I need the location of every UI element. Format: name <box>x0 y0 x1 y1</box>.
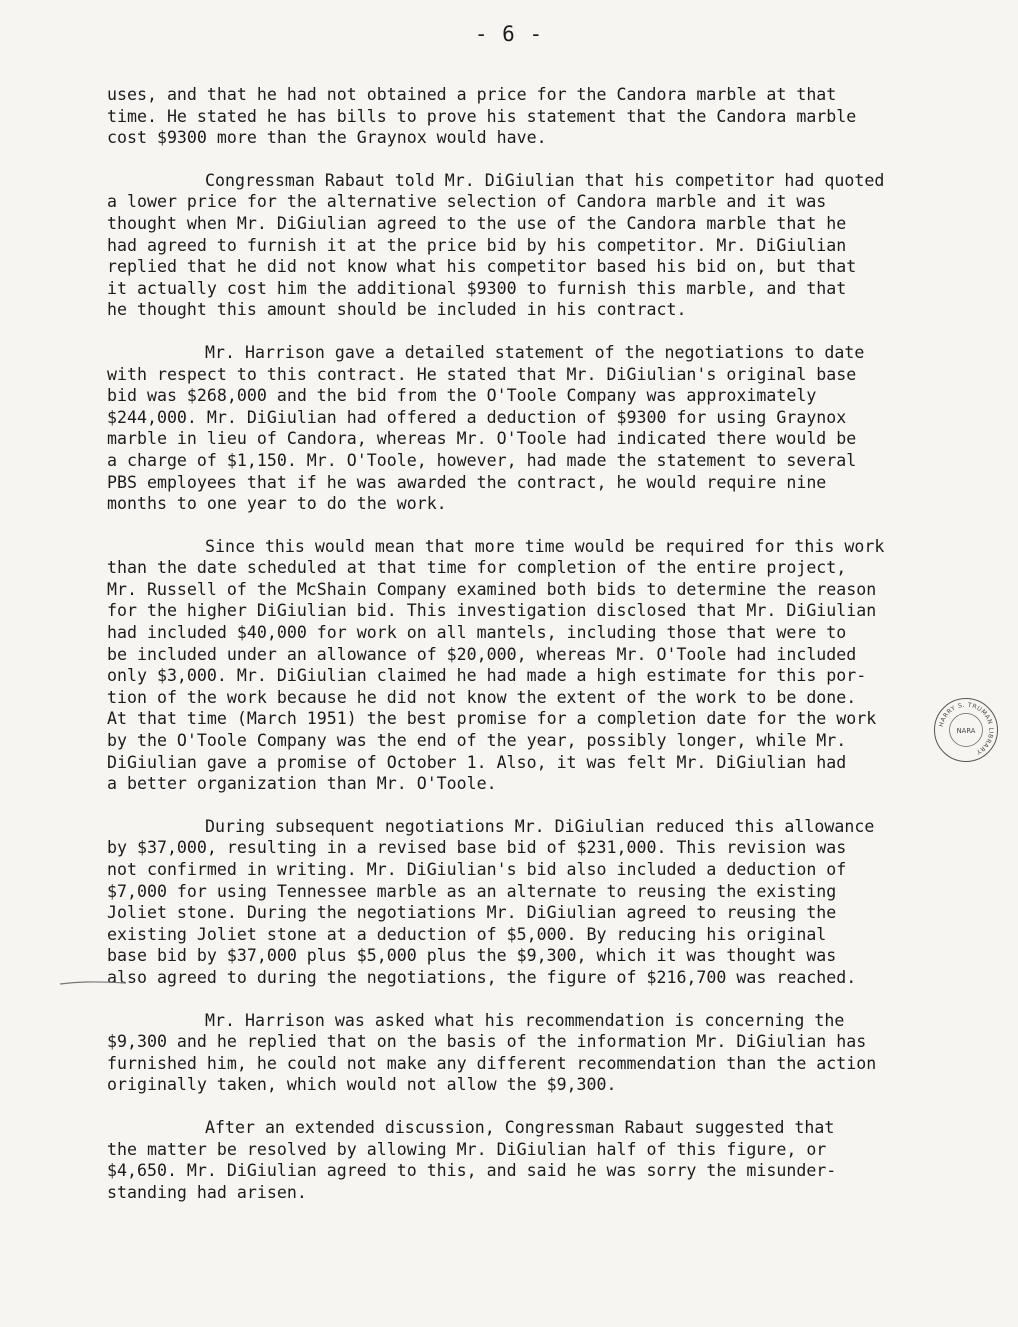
text-line: During subsequent negotiations Mr. DiGiulian reduced this allowance <box>205 816 875 836</box>
text-line: After an extended discussion, Congressman Rabaut suggested that <box>205 1117 835 1137</box>
text-line: it actually cost him the additional $9300 to furnish this marble, and that <box>107 278 847 298</box>
text-line: also agreed to during the negotiations, the figure of $216,700 was reached. <box>107 967 857 987</box>
text-line: than the date scheduled at that time for completion of the entire project, <box>107 558 847 578</box>
stamp-center-text: NARA <box>956 726 976 735</box>
text-line: time. He stated he has bills to prove his statement that the Candora marble <box>107 106 857 126</box>
text-line: had included $40,000 for work on all mantels, including those that were to <box>107 623 847 643</box>
stamp-ring-text: HARRY S. TRUMAN LIBRARY <box>937 701 995 756</box>
text-line: At that time (March 1951) the best promise for a completion date for the work <box>107 709 877 729</box>
text-line: for the higher DiGiulian bid. This investigation disclosed that Mr. DiGiulian <box>107 601 877 621</box>
text-line: marble in lieu of Candora, whereas Mr. O'Toole had indicated there would be <box>107 429 857 449</box>
text-line: a lower price for the alternative selection of Candora marble and it was <box>107 192 827 212</box>
text-line: had agreed to furnish it at the price bid by his competitor. Mr. DiGiulian <box>107 235 847 255</box>
text-line: $9,300 and he replied that on the basis of the information Mr. DiGiulian has <box>107 1032 867 1052</box>
text-line: $7,000 for using Tennessee marble as an alternate to reusing the existing <box>107 881 837 901</box>
text-line: by $37,000, resulting in a revised base bid of $231,000. This revision was <box>107 838 847 858</box>
text-line: Since this would mean that more time would be required for this work <box>205 536 885 556</box>
text-line: be included under an allowance of $20,000, whereas Mr. O'Toole had included <box>107 644 857 664</box>
text-line: months to one year to do the work. <box>107 494 447 514</box>
paragraph-5 <box>107 816 935 989</box>
text-line: he thought this amount should be included in his contract. <box>107 300 687 320</box>
text-line: replied that he did not know what his competitor based his bid on, but that <box>107 257 857 277</box>
text-line: DiGiulian gave a promise of October 1. Also, it was felt Mr. DiGiulian had <box>107 752 847 772</box>
text-line: $4,650. Mr. DiGiulian agreed to this, and said he was sorry the misunder- <box>107 1161 837 1181</box>
text-line: bid was $268,000 and the bid from the O'Toole Company was approximately <box>107 386 817 406</box>
text-line: PBS employees that if he was awarded the contract, he would require nine <box>107 472 827 492</box>
paragraph-1 <box>107 84 935 149</box>
text-line: Mr. Russell of the McShain Company examined both bids to determine the reason <box>107 579 877 599</box>
library-seal-icon <box>935 699 997 761</box>
text-line: a better organization than Mr. O'Toole. <box>107 774 497 794</box>
document-body <box>107 84 935 1224</box>
text-line: Congressman Rabaut told Mr. DiGiulian that his competitor had quoted <box>205 170 885 190</box>
text-line: not confirmed in writing. Mr. DiGiulian's bid also included a deduction of <box>107 860 847 879</box>
text-line: the matter be resolved by allowing Mr. DiGiulian half of this figure, or <box>107 1139 827 1159</box>
text-line: thought when Mr. DiGiulian agreed to the use of the Candora marble that he <box>107 213 847 233</box>
text-line: cost $9300 more than the Graynox would have. <box>107 128 547 148</box>
paragraph-3 <box>107 342 935 515</box>
text-line: originally taken, which would not allow the $9,300. <box>107 1075 617 1095</box>
paragraph-4 <box>107 536 935 795</box>
text-line: $244,000. Mr. DiGiulian had offered a deduction of $9300 for using Graynox <box>107 407 847 427</box>
library-stamp <box>934 698 998 762</box>
text-line: existing Joliet stone at a deduction of $5,000. By reducing his original <box>107 924 827 944</box>
text-line: uses, and that he had not obtained a price for the Candora marble at that <box>107 85 837 104</box>
page-number: - 6 - <box>474 22 544 46</box>
text-line: only $3,000. Mr. DiGiulian claimed he had made a high estimate for this por- <box>107 666 867 686</box>
text-line: standing had arisen. <box>107 1182 307 1202</box>
margin-pen-stroke <box>58 975 128 989</box>
text-line: Joliet stone. During the negotiations Mr. DiGiulian agreed to reusing the <box>107 903 837 923</box>
text-line: a charge of $1,150. Mr. O'Toole, however, had made the statement to several <box>107 450 857 470</box>
paragraph-7 <box>107 1117 935 1203</box>
paragraph-2 <box>107 170 935 321</box>
text-line: tion of the work because he did not know the extent of the work to be done. <box>107 687 857 707</box>
text-line: furnished him, he could not make any different recommendation than the action <box>107 1053 877 1073</box>
text-line: base bid by $37,000 plus $5,000 plus the $9,300, which it was thought was <box>107 946 837 966</box>
text-line: with respect to this contract. He stated that Mr. DiGiulian's original base <box>107 364 857 384</box>
text-line: by the O'Toole Company was the end of the year, possibly longer, while Mr. <box>107 731 847 751</box>
text-line: Mr. Harrison gave a detailed statement of the negotiations to date <box>205 342 865 362</box>
text-line: Mr. Harrison was asked what his recommendation is concerning the <box>205 1010 845 1030</box>
paragraph-6 <box>107 1010 935 1096</box>
